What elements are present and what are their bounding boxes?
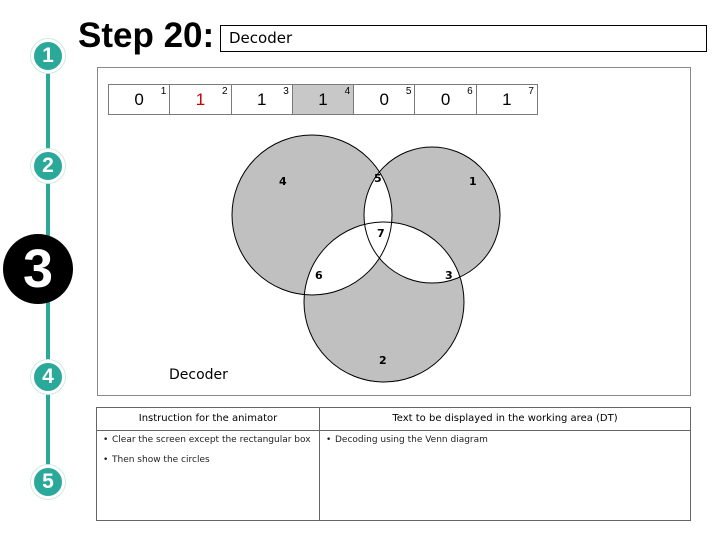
animator-instruction-text: Clear the screen except the rectangular box	[112, 435, 311, 445]
page-title: Step 20:	[78, 16, 215, 55]
animator-instruction-column	[97, 408, 320, 520]
display-text-column	[320, 408, 690, 520]
list-item	[326, 435, 684, 446]
bullet-icon: •	[103, 455, 109, 465]
display-text-header: Text to be displayed in the working area (DT)	[320, 408, 690, 431]
bit-position-index: 2	[222, 86, 228, 97]
venn-region-1: 1	[469, 175, 477, 188]
bit-position-index: 3	[283, 86, 289, 97]
bullet-icon: •	[326, 435, 332, 445]
bit-value: 1	[256, 90, 267, 109]
animator-instruction-header: Instruction for the animator	[97, 408, 319, 431]
bullet-icon: •	[103, 435, 109, 445]
bit-value: 1	[195, 90, 206, 109]
bit-value: 0	[440, 90, 451, 109]
step-2-label: 2	[42, 154, 54, 177]
bit-position-index: 7	[528, 86, 534, 97]
decoder-caption: Decoder	[169, 367, 228, 383]
bit-position-index: 6	[467, 86, 473, 97]
instruction-table	[96, 407, 691, 521]
venn-region-2: 2	[379, 354, 387, 367]
bit-value: 0	[379, 90, 389, 109]
bit-value: 0	[134, 90, 144, 109]
bit-value: 1	[318, 90, 328, 109]
list-item	[103, 455, 313, 466]
venn-region-4: 4	[279, 175, 287, 188]
list-item	[103, 435, 313, 446]
display-text: Decoding using the Venn diagram	[335, 435, 488, 445]
venn-region-6: 6	[315, 269, 323, 282]
bit-position-index: 4	[344, 86, 351, 97]
bit-value: 1	[502, 90, 512, 109]
bit-position-index: 1	[160, 86, 167, 97]
venn-region-5: 5	[374, 172, 382, 185]
animator-instruction-list	[97, 431, 319, 466]
step-4-label: 4	[42, 365, 54, 388]
step-1-label: 1	[42, 44, 54, 67]
step-5-label: 5	[42, 470, 54, 493]
animator-instruction-text: Then show the circles	[112, 455, 210, 465]
venn-region-3: 3	[445, 269, 453, 282]
venn-region-7: 7	[377, 227, 385, 240]
bit-position-index: 5	[405, 86, 412, 97]
display-text-list	[320, 431, 690, 446]
step-3-label: 3	[22, 239, 54, 299]
header-box-text: Decoder	[229, 29, 293, 47]
